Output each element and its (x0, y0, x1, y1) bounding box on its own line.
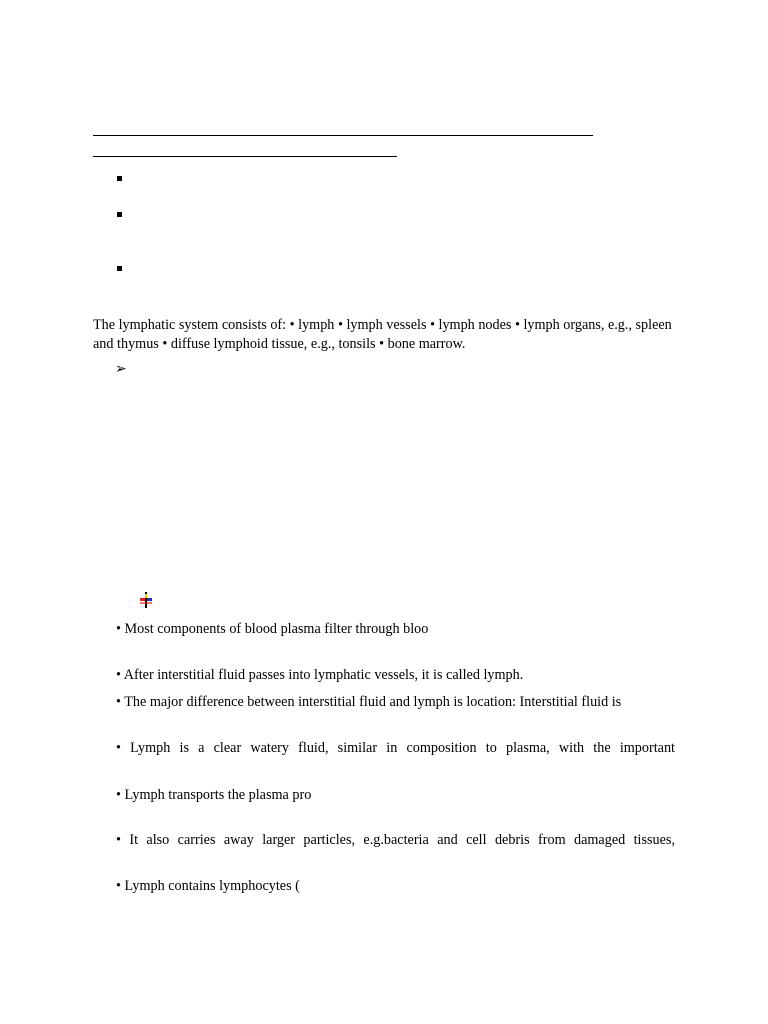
square-bullet-icon (117, 266, 122, 271)
list-item: • Lymph is a clear watery fluid, similar in composition to plasma, with the important (116, 740, 675, 756)
square-bullet-icon (117, 176, 122, 181)
horizontal-rule-short (93, 156, 397, 157)
list-item: • After interstitial fluid passes into lymphatic vessels, it is called lymph. (116, 667, 524, 683)
list-item: • The major difference between interstitial fluid and lymph is location: Interstitial fluid is (116, 694, 622, 710)
square-bullet-icon (117, 212, 122, 217)
list-item: • It also carries away larger particles, e.g.bacteria and cell debris from damaged tissues, (116, 832, 675, 848)
list-item: • Lymph transports the plasma pro (116, 787, 312, 803)
intro-paragraph: The lymphatic system consists of: • lymph • lymph vessels • lymph nodes • lymph organs, e.g., spleen and thymus • diffuse lymphoid tissue, e.g., tonsils • bone marrow. (93, 317, 672, 352)
list-item: • Lymph contains lymphocytes ( (116, 878, 300, 894)
colored-pin-icon (139, 592, 153, 608)
horizontal-rule (93, 135, 593, 136)
list-item: • Most components of blood plasma filter through bloo (116, 621, 429, 637)
arrow-bullet-icon: ➢ (115, 362, 127, 377)
